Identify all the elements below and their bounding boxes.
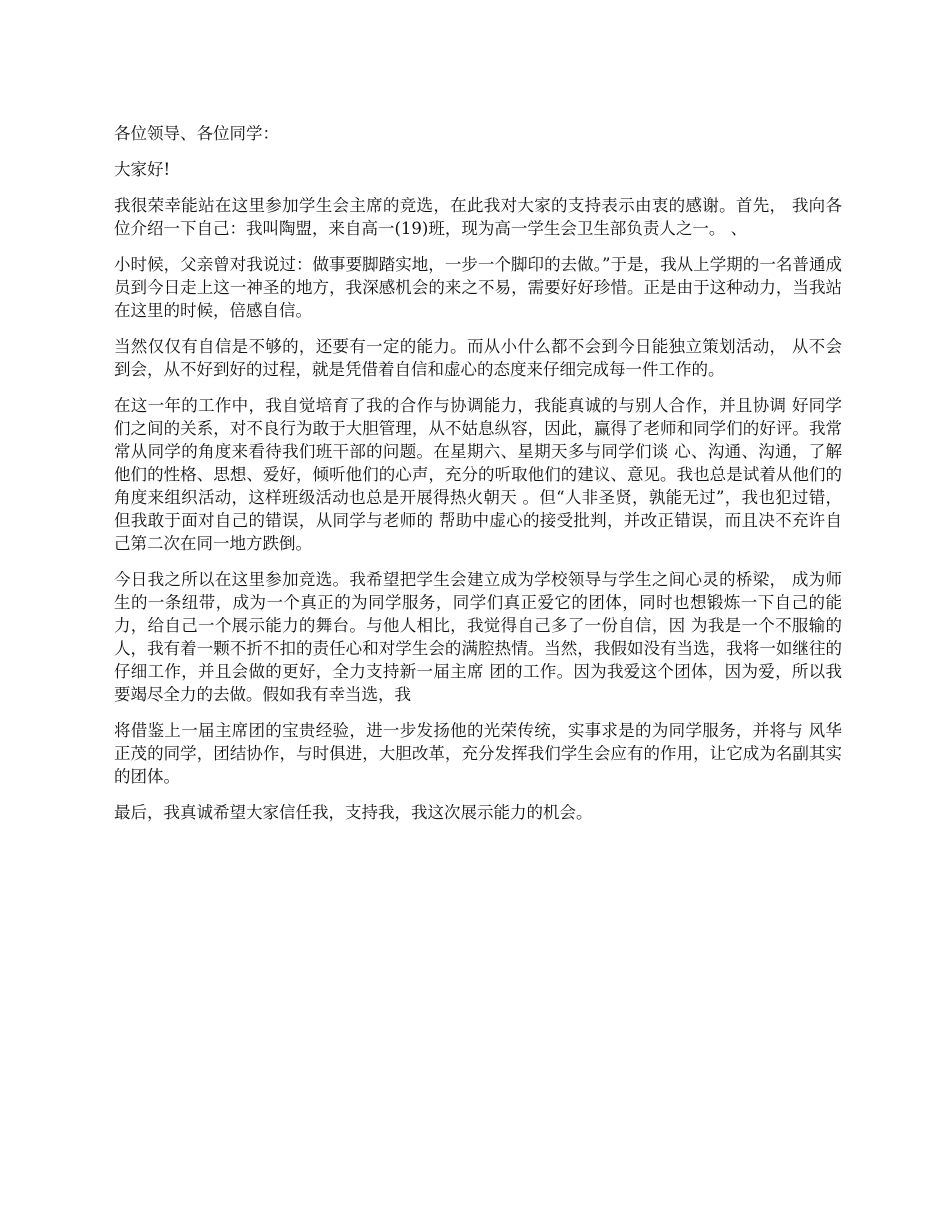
paragraph-work-experience: 在这一年的工作中，我自觉培育了我的合作与协调能力，我能真诚的与别人合作，并且协调 好同学们之间的关系，对不良行为敢于大胆管理，从不姑息纵容，因此，赢得了老师和同学们的好评。我常常从同学的角度来看待我们班干部的问题。在星期六、星期天多与同学们谈 心、沟通、沟通，了解他们的性格、思想、爱好，倾听他们的心声，充分的听取他们的建议、意见。我也总是试着从他们的角度来组织活动，这样班级活动也总是开展得热火朝天 。但“人非圣贤，孰能无过”，我也犯过错，但我敢于面对自己的错误，从同学与老师的 帮助中虚心的接受批判，并改正错误，而且决不充许自己第二次在同一地方跌倒。 (114, 396, 842, 553)
paragraph-father-advice: 小时候，父亲曾对我说过：做事要脚踏实地，一步一个脚印的去做。”于是，我从上学期的一名普通成员到今日走上这一神圣的地方，我深感机会的来之不易，需要好好珍惜。正是由于这种动力，当我站在这里的时候，倍感自信。 (114, 255, 842, 320)
paragraph-reason: 今日我之所以在这里参加竞选。我希望把学生会建立成为学校领导与学生之间心灵的桥梁， 成为师生的一条纽带，成为一个真正的为同学服务，同学们真正爱它的团体，同时也想锻炼一下自己的能力，给自己一个展示能力的舞台。与他人相比，我觉得自己多了一份自信，因 为我是一个不服输的人，我有着一颗不折不扣的责任心和对学生会的满腔热情。当然，我假如没有当选，我将一如继往的仔细工作，并且会做的更好，全力支持新一届主席 团的工作。因为我爱这个团体，因为爱，所以我要竭尽全力的去做。假如我有幸当选，我 (114, 570, 842, 704)
document-body (114, 122, 842, 837)
salutation: 各位领导、各位同学： (114, 124, 279, 143)
paragraph-intro: 我很荣幸能站在这里参加学生会主席的竞选，在此我对大家的支持表示由衷的感谢。首先， 我向各位介绍一下自己：我叫陶盟，来自高一(19)班，现为高一学生会卫生部负责人之一。 、 (114, 196, 842, 238)
paragraph-closing: 最后，我真诚希望大家信任我，支持我，我这次展示能力的机会。 (114, 803, 593, 822)
paragraph-plan: 将借鉴上一届主席团的宝贵经验，进一步发扬他的光荣传统，实事求是的为同学服务，并将与 风华正茂的同学，团结协作，与时俱进，大胆改革，充分发挥我们学生会应有的作用，让它成为名副其实的团体。 (114, 721, 842, 786)
greeting: 大家好! (114, 160, 171, 179)
paragraph-ability: 当然仅仅有自信是不够的，还要有一定的能力。而从小什么都不会到今日能独立策划活动， 从不会到会，从不好到好的过程，就是凭借着自信和虚心的态度来仔细完成每一件工作的。 (114, 337, 842, 379)
